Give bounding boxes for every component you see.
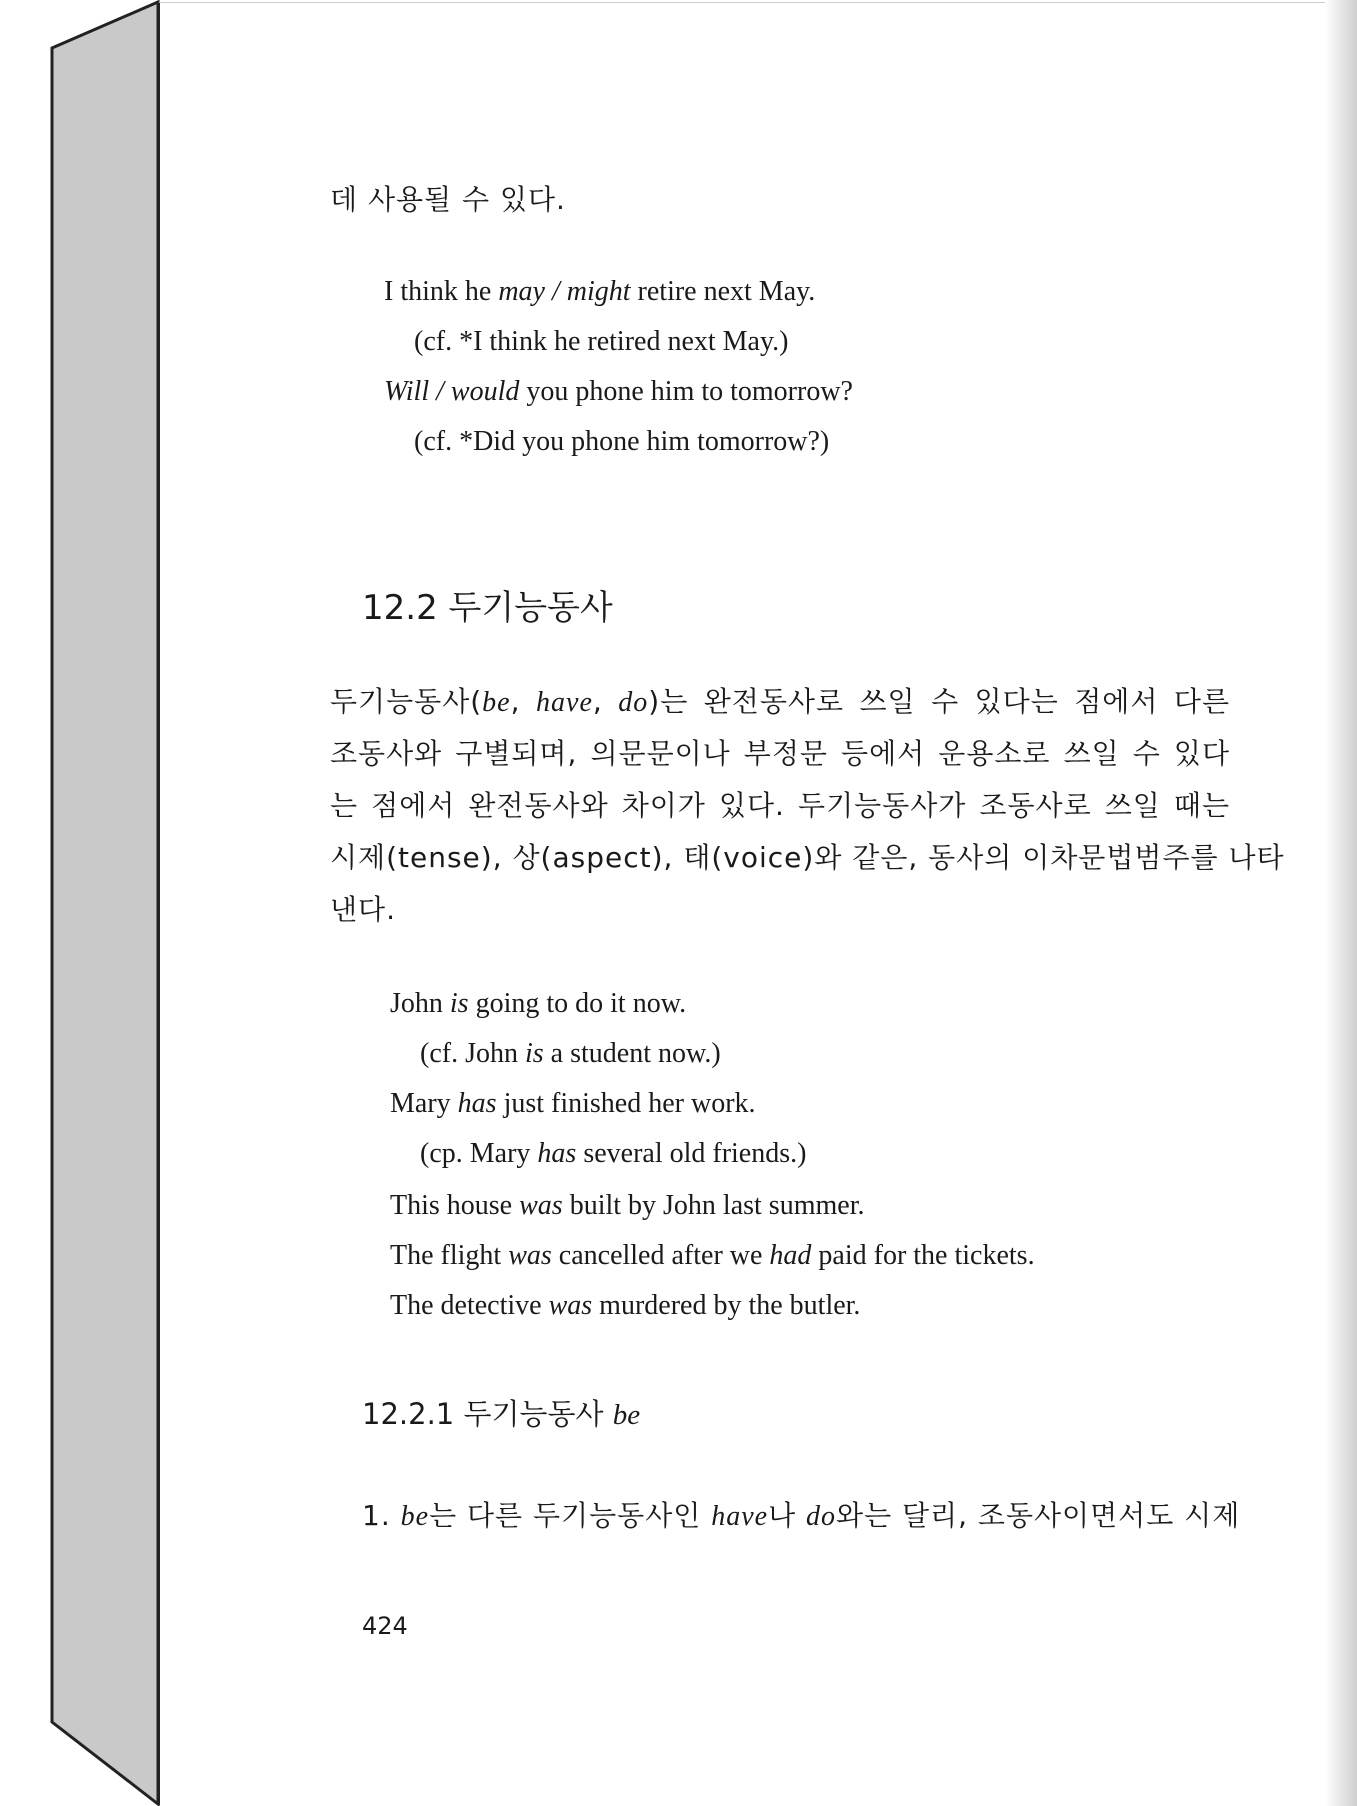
example-1-line-1: I think he may / might retire next May. <box>384 276 816 307</box>
section-heading: 12.2 두기능동사 <box>362 588 613 628</box>
example-1-line-4: (cf. *Did you phone him tomorrow?) <box>414 426 830 457</box>
paragraph-line-2: 조동사와 구별되며, 의문문이나 부정문 등에서 운용소로 쓰일 수 있다 <box>330 737 1230 770</box>
example-2-line-6: The flight was cancelled after we had paid for the tickets. <box>390 1240 1035 1271</box>
example-2-line-4: (cp. Mary has several old friends.) <box>420 1138 807 1169</box>
subsection-heading: 12.2.1 두기능동사 be <box>362 1397 641 1431</box>
example-2-line-5: This house was built by John last summer. <box>390 1190 865 1221</box>
page-number: 424 <box>362 1612 408 1640</box>
example-1-line-3: Will / would you phone him to tomorrow? <box>384 376 853 407</box>
example-2-line-7: The detective was murdered by the butler. <box>390 1290 861 1321</box>
paragraph-line-3: 는 점에서 완전동사와 차이가 있다. 두기능동사가 조동사로 쓰일 때는 <box>330 789 1230 822</box>
example-1-line-2: (cf. *I think he retired next May.) <box>414 326 789 357</box>
example-2-line-2: (cf. John is a student now.) <box>420 1038 721 1069</box>
paragraph-line-4: 시제(tense), 상(aspect), 태(voice)와 같은, 동사의 이차문법범주를 나타 <box>330 841 1285 874</box>
top-continuation-line: 데 사용될 수 있다. <box>330 183 566 216</box>
example-2-line-3: Mary has just finished her work. <box>390 1088 756 1119</box>
item-1-line: 1. be는 다른 두기능동사인 have나 do와는 달리, 조동사이면서도 시제 <box>362 1499 1241 1532</box>
paragraph-line-5: 낸다. <box>330 893 396 926</box>
example-2-line-1: John is going to do it now. <box>390 988 687 1019</box>
paragraph-line-1: 두기능동사(be, have, do)는 완전동사로 쓰일 수 있다는 점에서 다른 <box>330 685 1230 718</box>
